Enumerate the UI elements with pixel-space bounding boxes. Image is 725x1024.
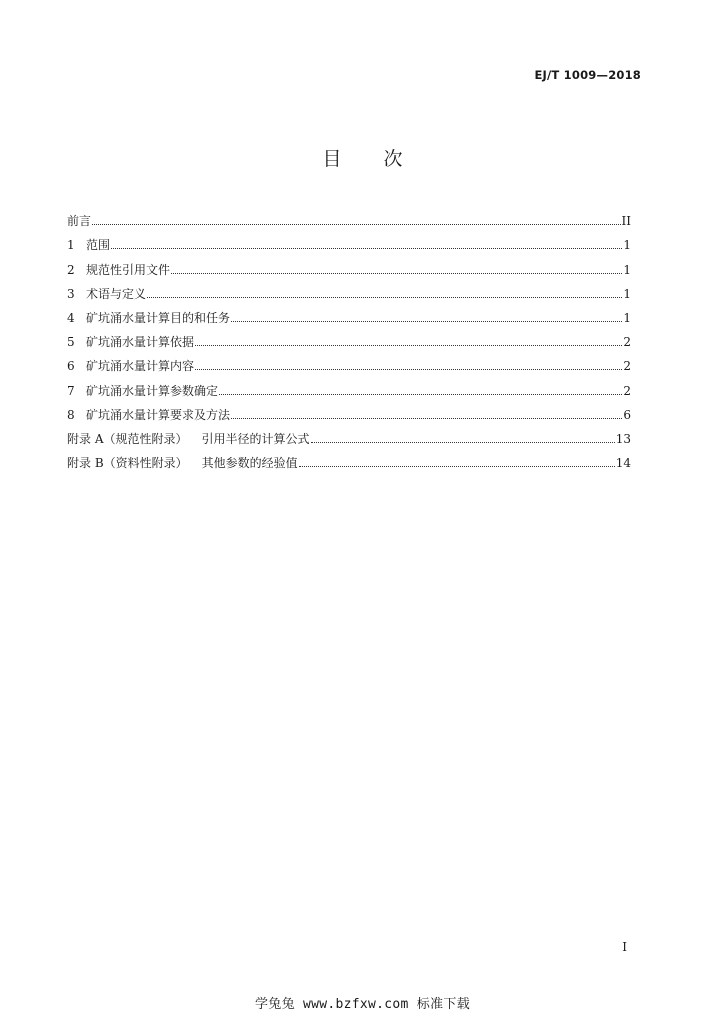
toc-entry-label: 矿坑涌水量计算要求及方法 bbox=[86, 407, 231, 422]
dot-leader bbox=[147, 297, 622, 298]
toc-entry-number: 3 bbox=[67, 286, 75, 301]
appendix-prefix: 附录 A（规范性附录） bbox=[67, 431, 188, 446]
toc-entry-5[interactable] bbox=[67, 325, 631, 349]
toc-entry-page: 2 bbox=[623, 335, 631, 350]
standard-code: EJ/T 1009—2018 bbox=[534, 68, 641, 82]
toc-entry-8[interactable] bbox=[67, 398, 631, 422]
toc-entry-number: 1 bbox=[67, 238, 75, 253]
toc-entry-number: 2 bbox=[67, 262, 75, 277]
toc-entry-page: II bbox=[621, 214, 631, 229]
toc-entry-page: 6 bbox=[623, 407, 631, 422]
toc-entry-foreword[interactable] bbox=[67, 204, 631, 228]
appendix-prefix: 附录 B（资料性附录） bbox=[67, 456, 188, 471]
toc-entry-2[interactable] bbox=[67, 252, 631, 276]
toc-entry-page: 14 bbox=[615, 456, 631, 471]
toc-entry-page: 2 bbox=[623, 383, 631, 398]
dot-leader bbox=[311, 442, 615, 443]
toc-entry-page: 1 bbox=[623, 310, 631, 325]
toc-entry-1[interactable] bbox=[67, 228, 631, 252]
dot-leader bbox=[195, 345, 622, 346]
dot-leader bbox=[299, 466, 615, 467]
dot-leader bbox=[231, 321, 622, 322]
toc-entry-number: 6 bbox=[67, 359, 75, 374]
toc-entry-label: 前言 bbox=[67, 214, 92, 229]
watermark-text: 学兔兔 www.bzfxw.com 标准下载 bbox=[255, 997, 470, 1012]
toc-entry-6[interactable] bbox=[67, 349, 631, 373]
dot-leader bbox=[111, 248, 622, 249]
toc-entry-page: 1 bbox=[623, 286, 631, 301]
toc-entry-number: 4 bbox=[67, 310, 75, 325]
page-title: 目次 bbox=[322, 148, 445, 170]
toc-entry-page: 1 bbox=[623, 262, 631, 277]
appendix-title: 其他参数的经验值 bbox=[201, 456, 298, 471]
toc-entry-number: 5 bbox=[67, 335, 75, 350]
toc-entry-label: 矿坑涌水量计算内容 bbox=[86, 359, 195, 374]
appendix-title: 引用半径的计算公式 bbox=[201, 431, 310, 446]
toc-entry-label bbox=[67, 432, 310, 446]
toc-entry-number: 7 bbox=[67, 383, 75, 398]
table-of-contents bbox=[67, 204, 631, 470]
dot-leader bbox=[195, 369, 622, 370]
dot-leader bbox=[231, 418, 622, 419]
toc-entry-page: 13 bbox=[615, 431, 631, 446]
toc-entry-appendix-b[interactable] bbox=[67, 446, 631, 470]
toc-entry-label: 矿坑涌水量计算依据 bbox=[86, 335, 195, 350]
toc-entry-label: 术语与定义 bbox=[86, 286, 147, 301]
dot-leader bbox=[219, 394, 622, 395]
toc-entry-label: 矿坑涌水量计算目的和任务 bbox=[86, 310, 231, 325]
dot-leader bbox=[92, 224, 621, 225]
toc-entry-label bbox=[67, 456, 298, 470]
toc-entry-number: 8 bbox=[67, 407, 75, 422]
toc-entry-label: 范围 bbox=[86, 238, 111, 253]
toc-entry-page: 2 bbox=[623, 359, 631, 374]
dot-leader bbox=[171, 273, 622, 274]
toc-entry-label: 矿坑涌水量计算参数确定 bbox=[86, 383, 219, 398]
toc-entry-4[interactable] bbox=[67, 301, 631, 325]
toc-entry-page: 1 bbox=[623, 238, 631, 253]
toc-entry-label: 规范性引用文件 bbox=[86, 262, 171, 277]
toc-entry-3[interactable] bbox=[67, 277, 631, 301]
toc-entry-appendix-a[interactable] bbox=[67, 422, 631, 446]
toc-entry-7[interactable] bbox=[67, 373, 631, 397]
page-number: I bbox=[622, 940, 627, 954]
